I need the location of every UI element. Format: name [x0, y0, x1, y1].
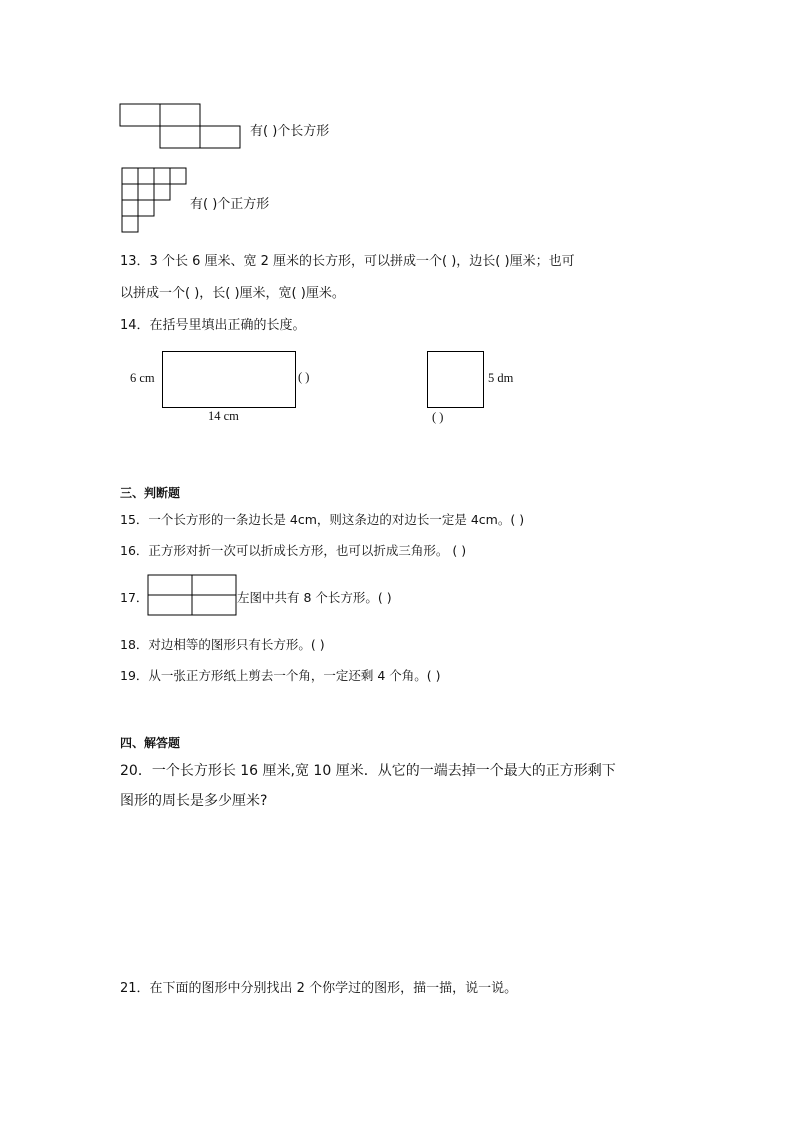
square-count-question: 有( )个正方形 — [190, 197, 270, 212]
question-13-line2: 以拼成一个( )，长( )厘米，宽( )厘米。 — [120, 286, 345, 301]
rectangle-height-label: 6 cm — [130, 371, 155, 385]
question-20-line1: 20．一个长方形长 16 厘米,宽 10 厘米．从它的一端去掉一个最大的正方形剩下 — [120, 763, 616, 779]
rectangle-width-label: 14 cm — [208, 409, 239, 423]
question-13-line1: 13．3 个长 6 厘米、宽 2 厘米的长方形，可以拼成一个( )，边长( )厘米；也可 — [120, 254, 575, 269]
question-17-text: 左图中共有 8 个长方形。( ) — [237, 590, 392, 605]
section-4-heading: 四、解答题 — [120, 736, 181, 750]
question-14-text: 14．在括号里填出正确的长度。 — [120, 318, 306, 333]
question-21: 21．在下面的图形中分别找出 2 个你学过的图形，描一描，说一说。 — [120, 981, 518, 996]
square-side-label: 5 dm — [488, 371, 514, 385]
question-20-line2: 图形的周长是多少厘米? — [120, 793, 268, 809]
rectangle-count-question: 有( )个长方形 — [250, 124, 330, 139]
question-15: 15．一个长方形的一条边长是 4cm，则这条边的对边长一定是 4cm。( ) — [120, 512, 525, 527]
question-19: 19．从一张正方形纸上剪去一个角，一定还剩 4 个角。( ) — [120, 668, 441, 683]
square-answer-blank: ( ) — [432, 410, 444, 424]
question-16: 16．正方形对折一次可以折成长方形，也可以折成三角形。 ( ) — [120, 543, 467, 558]
rectangle-answer-blank: ( ) — [298, 370, 310, 384]
section-3-heading: 三、判断题 — [120, 486, 181, 500]
question-17-number: 17． — [120, 590, 149, 605]
question-18: 18．对边相等的图形只有长方形。( ) — [120, 637, 325, 652]
